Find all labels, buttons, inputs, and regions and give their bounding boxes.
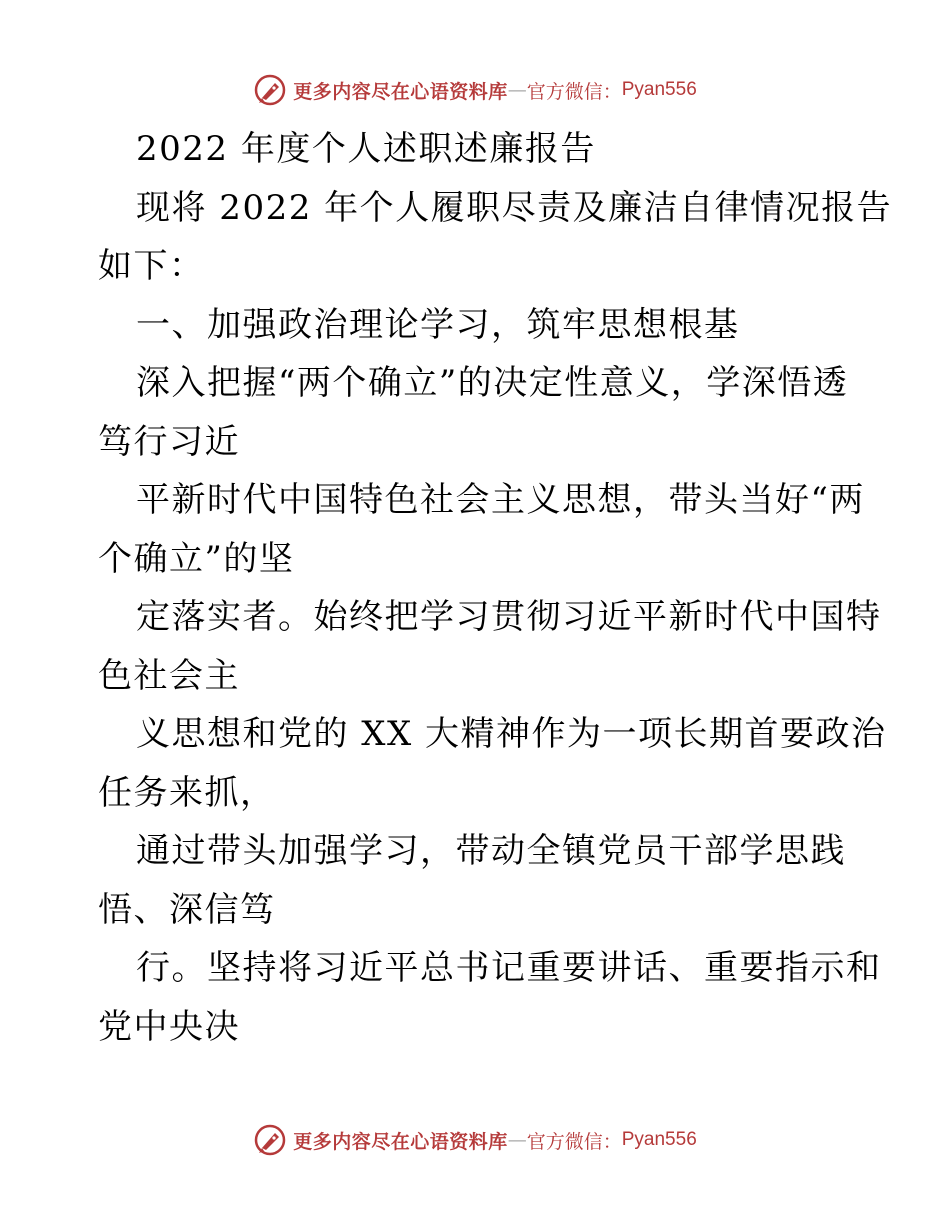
watermark-wechat-id: Pyan556 (621, 1129, 697, 1150)
document-body (98, 120, 893, 1056)
watermark-separator: — (507, 79, 527, 101)
watermark-wechat-id: Pyan556 (621, 79, 697, 100)
doc-line: 通过带头加强学习，带动全镇党员干部学思践 (136, 831, 846, 871)
doc-line: 现将 2022 年个人履职尽责及廉洁自律情况报告 (136, 187, 893, 228)
watermark-text: 更多内容尽在心语资料库 (293, 80, 508, 103)
watermark-separator: — (507, 1129, 527, 1151)
footer-watermark (0, 1120, 950, 1160)
doc-line: 行。坚持将习近平总书记重要讲话、重要指示和 (136, 948, 882, 988)
doc-line: 深入把握“两个确立”的决定性意义，学深悟透 (136, 363, 849, 403)
fountain-pen-seal-icon (253, 1123, 287, 1157)
doc-line: 如下： (98, 246, 205, 286)
doc-line: 平新时代中国特色社会主义思想，带头当好“两 (136, 480, 865, 520)
doc-line: 2022 年度个人述职述廉报告 (136, 129, 596, 169)
doc-line: 悟、深信笃 (98, 889, 276, 930)
watermark-text: 更多内容尽在心语资料库 (293, 1130, 508, 1153)
doc-line: 一、加强政治理论学习，筑牢思想根基 (136, 304, 740, 345)
doc-line: 义思想和党的 XX 大精神作为一项长期首要政治 (136, 714, 887, 754)
watermark-wechat-label: 官方微信： (526, 80, 622, 103)
doc-line: 笃行习近 (98, 421, 240, 462)
doc-line: 个确立”的坚 (98, 538, 295, 579)
doc-line: 任务来抓， (98, 772, 276, 813)
header-watermark (0, 70, 950, 110)
doc-line: 定落实者。始终把学习贯彻习近平新时代中国特 (136, 597, 882, 637)
fountain-pen-seal-icon (253, 73, 287, 107)
doc-line: 色社会主 (98, 655, 240, 696)
watermark-wechat-label: 官方微信： (526, 1130, 622, 1153)
doc-line: 党中央决 (98, 1006, 240, 1047)
